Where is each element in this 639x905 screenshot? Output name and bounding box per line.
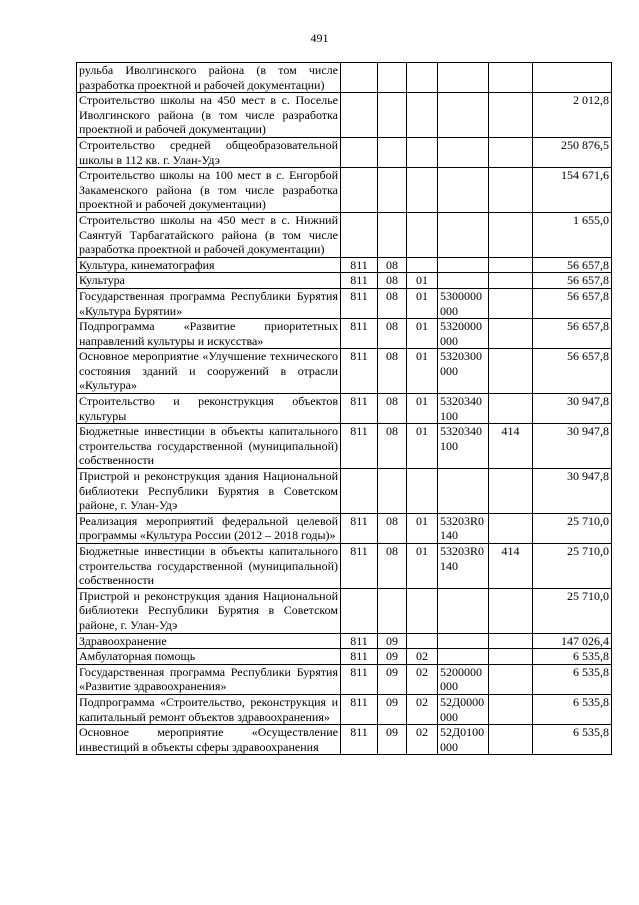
row-expense-type-code <box>489 725 533 755</box>
row-subsection-code <box>407 63 438 93</box>
row-grbs-code: 811 <box>341 424 378 469</box>
row-expense-type-code <box>489 664 533 694</box>
row-amount: 6 535,8 <box>533 664 612 694</box>
row-amount: 25 710,0 <box>533 588 612 633</box>
row-subsection-code: 01 <box>407 288 438 318</box>
row-expense-type-code <box>489 649 533 665</box>
row-subsection-code: 02 <box>407 694 438 724</box>
row-amount <box>533 63 612 93</box>
row-amount: 56 657,8 <box>533 273 612 289</box>
row-amount: 6 535,8 <box>533 694 612 724</box>
row-name: Культура, кинематография <box>77 257 341 273</box>
table-row <box>77 588 612 633</box>
row-section-code <box>378 588 407 633</box>
table-row <box>77 349 612 394</box>
table-row <box>77 63 612 93</box>
table-row <box>77 544 612 589</box>
row-grbs-code <box>341 588 378 633</box>
row-section-code: 08 <box>378 424 407 469</box>
table-row <box>77 212 612 257</box>
row-amount: 147 026,4 <box>533 633 612 649</box>
row-target-article-code <box>438 273 489 289</box>
row-name: Реализация мероприятий федеральной целевой программы «Культура России (2012 – 2018 годы)» <box>77 513 341 543</box>
row-subsection-code <box>407 137 438 167</box>
row-expense-type-code <box>489 319 533 349</box>
row-grbs-code <box>341 212 378 257</box>
row-amount: 1 655,0 <box>533 212 612 257</box>
row-name: Государственная программа Республики Бурятия «Культура Бурятии» <box>77 288 341 318</box>
row-subsection-code: 01 <box>407 394 438 424</box>
row-section-code: 09 <box>378 664 407 694</box>
row-grbs-code: 811 <box>341 544 378 589</box>
row-target-article-code <box>438 137 489 167</box>
row-amount: 30 947,8 <box>533 469 612 514</box>
row-subsection-code: 01 <box>407 513 438 543</box>
row-expense-type-code <box>489 137 533 167</box>
row-section-code: 09 <box>378 694 407 724</box>
row-target-article-code <box>438 633 489 649</box>
row-target-article-code: 5300000000 <box>438 288 489 318</box>
row-section-code: 08 <box>378 513 407 543</box>
row-target-article-code <box>438 469 489 514</box>
row-expense-type-code <box>489 694 533 724</box>
row-subsection-code: 01 <box>407 319 438 349</box>
row-section-code <box>378 93 407 138</box>
row-name: Строительство и реконструкция объектов культуры <box>77 394 341 424</box>
row-name: Пристрой и реконструкция здания Национальной библиотеки Республики Бурятия в Советском районе, г. Улан-Удэ <box>77 469 341 514</box>
row-target-article-code: 53203R0140 <box>438 544 489 589</box>
row-subsection-code <box>407 257 438 273</box>
row-target-article-code <box>438 649 489 665</box>
row-name: Строительство школы на 450 мест в с. Поселье Иволгинского района (в том числе разработка проектной и рабочей документации) <box>77 93 341 138</box>
row-amount: 2 012,8 <box>533 93 612 138</box>
row-name: Пристрой и реконструкция здания Национальной библиотеки Республики Бурятия в Советском районе, г. Улан-Удэ <box>77 588 341 633</box>
row-grbs-code: 811 <box>341 394 378 424</box>
table-row <box>77 513 612 543</box>
row-section-code: 09 <box>378 725 407 755</box>
row-grbs-code: 811 <box>341 649 378 665</box>
table-row <box>77 257 612 273</box>
row-amount: 25 710,0 <box>533 513 612 543</box>
row-target-article-code: 5320000000 <box>438 319 489 349</box>
row-section-code: 08 <box>378 319 407 349</box>
row-target-article-code <box>438 588 489 633</box>
row-amount: 30 947,8 <box>533 394 612 424</box>
row-subsection-code <box>407 588 438 633</box>
row-expense-type-code <box>489 63 533 93</box>
table-row <box>77 664 612 694</box>
budget-table <box>76 62 612 755</box>
table-row <box>77 424 612 469</box>
row-target-article-code <box>438 212 489 257</box>
row-grbs-code: 811 <box>341 257 378 273</box>
row-section-code: 09 <box>378 649 407 665</box>
table-body <box>77 63 612 755</box>
row-section-code <box>378 212 407 257</box>
row-name: рульба Иволгинского района (в том числе разработка проектной и рабочей документации) <box>77 63 341 93</box>
row-grbs-code: 811 <box>341 349 378 394</box>
row-target-article-code <box>438 168 489 213</box>
row-target-article-code: 5320340100 <box>438 424 489 469</box>
row-expense-type-code <box>489 257 533 273</box>
row-name: Амбулаторная помощь <box>77 649 341 665</box>
row-expense-type-code: 414 <box>489 544 533 589</box>
row-expense-type-code <box>489 93 533 138</box>
row-grbs-code <box>341 168 378 213</box>
table-row <box>77 288 612 318</box>
row-expense-type-code <box>489 394 533 424</box>
row-expense-type-code: 414 <box>489 424 533 469</box>
row-name: Государственная программа Республики Бурятия «Развитие здравоохранения» <box>77 664 341 694</box>
row-subsection-code: 01 <box>407 273 438 289</box>
row-section-code: 08 <box>378 394 407 424</box>
row-expense-type-code <box>489 212 533 257</box>
row-subsection-code <box>407 93 438 138</box>
row-subsection-code <box>407 633 438 649</box>
row-grbs-code: 811 <box>341 725 378 755</box>
row-grbs-code <box>341 469 378 514</box>
row-expense-type-code <box>489 513 533 543</box>
row-amount: 56 657,8 <box>533 349 612 394</box>
row-name: Строительство средней общеобразовательной школы в 112 кв. г. Улан-Удэ <box>77 137 341 167</box>
row-section-code <box>378 168 407 213</box>
row-grbs-code: 811 <box>341 513 378 543</box>
row-expense-type-code <box>489 349 533 394</box>
row-name: Культура <box>77 273 341 289</box>
row-name: Основное мероприятие «Осуществление инвестиций в объекты сферы здравоохранения <box>77 725 341 755</box>
row-grbs-code: 811 <box>341 664 378 694</box>
row-section-code: 08 <box>378 288 407 318</box>
table-row <box>77 93 612 138</box>
table-row <box>77 319 612 349</box>
row-subsection-code: 01 <box>407 424 438 469</box>
row-name: Бюджетные инвестиции в объекты капитального строительства государственной (муниципальной) собственности <box>77 544 341 589</box>
row-expense-type-code <box>489 633 533 649</box>
row-subsection-code: 02 <box>407 664 438 694</box>
row-target-article-code: 5200000000 <box>438 664 489 694</box>
row-grbs-code <box>341 93 378 138</box>
row-section-code <box>378 137 407 167</box>
row-subsection-code <box>407 212 438 257</box>
row-section-code <box>378 63 407 93</box>
row-section-code: 08 <box>378 544 407 589</box>
row-amount: 30 947,8 <box>533 424 612 469</box>
row-grbs-code: 811 <box>341 288 378 318</box>
row-amount: 56 657,8 <box>533 257 612 273</box>
row-amount: 56 657,8 <box>533 319 612 349</box>
row-grbs-code <box>341 137 378 167</box>
table-row <box>77 649 612 665</box>
row-expense-type-code <box>489 469 533 514</box>
row-section-code: 09 <box>378 633 407 649</box>
row-name: Основное мероприятие «Улучшение технического состояния зданий и сооружений в отрасли «Культура» <box>77 349 341 394</box>
table-row <box>77 694 612 724</box>
row-amount: 154 671,6 <box>533 168 612 213</box>
table-row <box>77 394 612 424</box>
row-name: Подпрограмма «Развитие приоритетных направлений культуры и искусства» <box>77 319 341 349</box>
table-row <box>77 137 612 167</box>
table-row <box>77 469 612 514</box>
row-name: Строительство школы на 100 мест в с. Енгорбой Закаменского района (в том числе разработка проектной и рабочей документации) <box>77 168 341 213</box>
row-grbs-code: 811 <box>341 633 378 649</box>
row-amount: 6 535,8 <box>533 649 612 665</box>
row-subsection-code: 01 <box>407 349 438 394</box>
row-name: Строительство школы на 450 мест в с. Нижний Саянтуй Тарбагатайского района (в том числе разработка проектной и рабочей документации) <box>77 212 341 257</box>
row-target-article-code <box>438 257 489 273</box>
row-expense-type-code <box>489 588 533 633</box>
row-subsection-code: 02 <box>407 649 438 665</box>
row-target-article-code: 52Д0100000 <box>438 725 489 755</box>
row-amount: 56 657,8 <box>533 288 612 318</box>
row-target-article-code: 5320300000 <box>438 349 489 394</box>
row-grbs-code: 811 <box>341 694 378 724</box>
row-subsection-code: 02 <box>407 725 438 755</box>
table-row <box>77 273 612 289</box>
row-expense-type-code <box>489 168 533 213</box>
table-row <box>77 633 612 649</box>
table-row <box>77 725 612 755</box>
row-target-article-code: 5320340100 <box>438 394 489 424</box>
row-section-code: 08 <box>378 273 407 289</box>
row-subsection-code <box>407 469 438 514</box>
row-grbs-code: 811 <box>341 319 378 349</box>
row-grbs-code <box>341 63 378 93</box>
row-target-article-code: 52Д0000000 <box>438 694 489 724</box>
row-amount: 6 535,8 <box>533 725 612 755</box>
row-amount: 250 876,5 <box>533 137 612 167</box>
row-name: Подпрограмма «Строительство, реконструкция и капитальный ремонт объектов здравоохранения» <box>77 694 341 724</box>
row-amount: 25 710,0 <box>533 544 612 589</box>
table-row <box>77 168 612 213</box>
row-target-article-code: 53203R0140 <box>438 513 489 543</box>
row-grbs-code: 811 <box>341 273 378 289</box>
page-number: 491 <box>310 31 329 45</box>
row-section-code: 08 <box>378 349 407 394</box>
row-subsection-code <box>407 168 438 213</box>
row-name: Бюджетные инвестиции в объекты капитального строительства государственной (муниципальной) собственности <box>77 424 341 469</box>
row-target-article-code <box>438 93 489 138</box>
row-section-code: 08 <box>378 257 407 273</box>
row-expense-type-code <box>489 273 533 289</box>
row-subsection-code: 01 <box>407 544 438 589</box>
row-target-article-code <box>438 63 489 93</box>
row-name: Здравоохранение <box>77 633 341 649</box>
row-expense-type-code <box>489 288 533 318</box>
row-section-code <box>378 469 407 514</box>
